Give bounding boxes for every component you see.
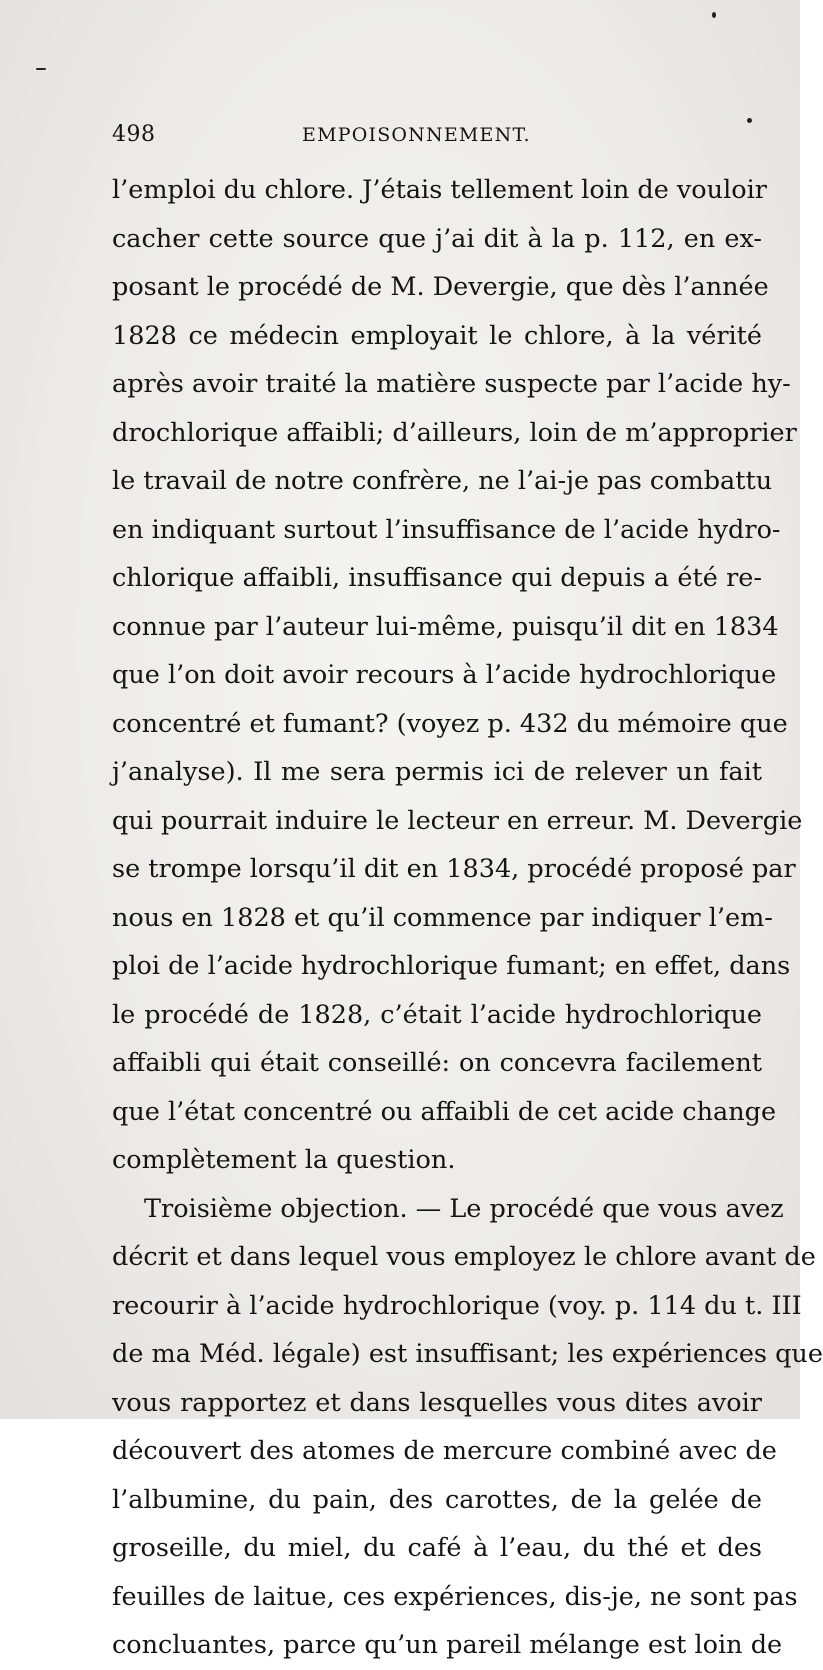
text-line: complètement la question. <box>112 1145 456 1175</box>
text-line: qui pourrait induire le lecteur en erreur. M. Devergie <box>112 805 803 836</box>
text-line: se trompe lorsqu’il dit en 1834, procédé proposé par <box>112 854 796 884</box>
text-line: posant le procédé de M. Devergie, que dès l’année <box>112 272 769 302</box>
text-line: de ma Méd. légale) est insuffisant; les expériences que <box>112 1339 823 1369</box>
text-line: décrit et dans lequel vous employez le chlore avant de <box>112 1242 816 1272</box>
text-line: que l’état concentré ou affaibli de cet acide change <box>112 1096 777 1127</box>
text-line: le procédé de 1828, c’était l’acide hydrochlorique <box>112 999 762 1030</box>
text-line: nous en 1828 et qu’il commence par indiquer l’em- <box>112 902 773 933</box>
text-line: Troisième objection. — Le procédé que vous avez <box>144 1193 784 1224</box>
text-line: cacher cette source que j’ai dit à la p. 112, en ex- <box>112 223 762 254</box>
text-line: feuilles de laitue, ces expériences, dis-je, ne sont pas <box>112 1581 798 1612</box>
text-line: chlorique affaibli, insuffisance qui depuis a été re- <box>112 563 762 593</box>
text-line: concentré et fumant? (voyez p. 432 du mémoire que <box>112 708 788 739</box>
page-number: 498 <box>112 122 156 147</box>
text-line: drochlorique affaibli; d’ailleurs, loin de m’approprier <box>112 417 797 448</box>
text-line: en indiquant surtout l’insuffisance de l’acide hydro- <box>112 514 781 545</box>
text-line: affaibli qui était conseillé: on concevra facilement <box>112 1048 762 1078</box>
text-line: 1828 ce médecin employait le chlore, à la vérité <box>112 320 762 351</box>
text-line: l’emploi du chlore. J’étais tellement loin de vouloir <box>112 175 767 205</box>
body-text <box>112 166 823 1670</box>
text-line: découvert des atomes de mercure combiné avec de <box>112 1436 777 1466</box>
text-line: l’albumine, du pain, des carottes, de la gelée de <box>112 1484 762 1515</box>
ink-speck <box>36 68 46 70</box>
text-line: après avoir traité la matière suspecte par l’acide hy- <box>112 369 791 399</box>
ink-speck <box>712 12 716 18</box>
text-line: le travail de notre confrère, ne l’ai-je pas combattu <box>112 466 773 496</box>
text-line: que l’on doit avoir recours à l’acide hydrochlorique <box>112 660 777 690</box>
text-line: recourir à l’acide hydrochlorique (voy. p. 114 du t. III <box>112 1290 802 1321</box>
text-line: connue par l’auteur lui-même, puisqu’il dit en 1834 <box>112 611 779 642</box>
running-head: EMPOISONNEMENT. <box>302 124 531 146</box>
ink-speck <box>747 118 752 123</box>
text-line: ploi de l’acide hydrochlorique fumant; en effet, dans <box>112 951 791 981</box>
text-line: vous rapportez et dans lesquelles vous dites avoir <box>112 1387 762 1418</box>
text-line: j’analyse). Il me sera permis ici de relever un fait <box>112 757 762 787</box>
text-line: groseille, du miel, du café à l’eau, du thé et des <box>112 1533 762 1563</box>
text-line: concluantes, parce qu’un pareil mélange est loin de <box>112 1630 783 1660</box>
page-header <box>112 118 762 154</box>
